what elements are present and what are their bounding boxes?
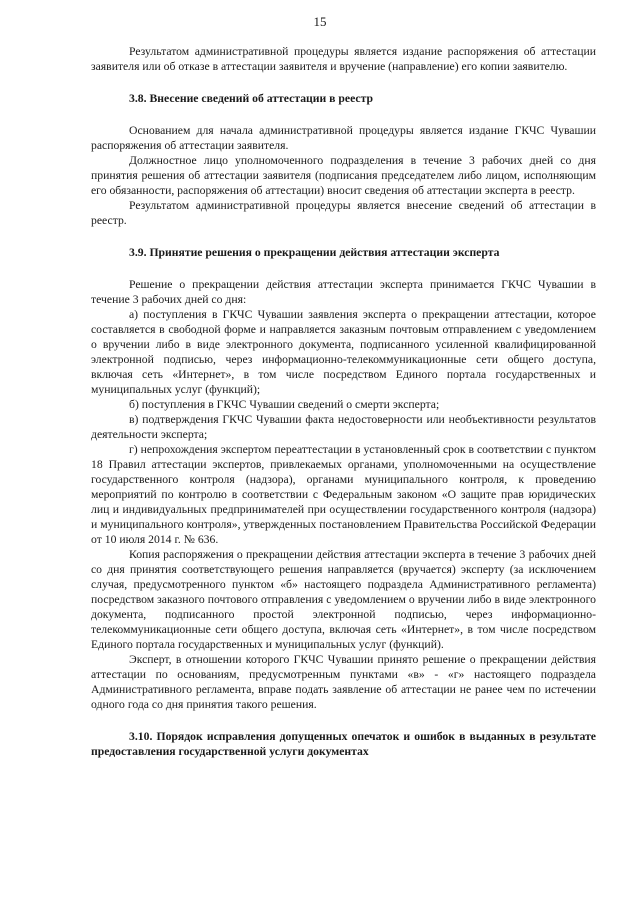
paragraph: Эксперт, в отношении которого ГКЧС Чувашии принято решение о прекращении действия аттестации по основаниям, предусмотренным пунктами «в» - «г» настоящего подраздела Административного регламента, вправе подать заявление об аттестации не ранее чем по истечении одного года со дня принятия такого решения. (91, 653, 596, 711)
paragraph: Результатом административной процедуры является издание распоряжения об аттестации заявителя или об отказе в аттестации заявителя и вручение (направление) его копии заявителю. (91, 45, 596, 73)
document-body (91, 44, 596, 759)
paragraph: Результатом административной процедуры является внесение сведений об аттестации в реестр. (91, 199, 596, 227)
paragraph: Копия распоряжения о прекращении действия аттестации эксперта в течение 3 рабочих дней со дня принятия соответствующего решения направляется (вручается) эксперту (за исключением случая, предусмотренного пунктом «б» настоящего подраздела Административного регламента) посредством заказного почтового отправления с уведомлением о вручении либо в виде электронного документа, подписанного простой электронной подписью, через информационно-телекоммуникационные сети общего доступа, включая сеть «Интернет», в том числе посредством Единого портала государственных и муниципальных услуг (функций). (91, 548, 596, 651)
section-heading-3-10: 3.10. Порядок исправления допущенных опечаток и ошибок в выданных в результате предоставления государственной услуги документах (91, 730, 596, 758)
list-item-v: в) подтверждения ГКЧС Чувашии факта недостоверности или необъективности результатов деятельности эксперта; (91, 413, 596, 441)
section-heading-3-8: 3.8. Внесение сведений об аттестации в реестр (129, 92, 373, 105)
section-heading-3-9: 3.9. Принятие решения о прекращении действия аттестации эксперта (129, 246, 500, 259)
list-item-b: б) поступления в ГКЧС Чувашии сведений о смерти эксперта; (129, 398, 440, 411)
paragraph: Основанием для начала административной процедуры является издание ГКЧС Чувашии распоряжения об аттестации заявителя. (91, 124, 596, 152)
paragraph: Должностное лицо уполномоченного подразделения в течение 3 рабочих дней со дня принятия решения об аттестации заявителя (подписания председателем либо лицом, исполняющим его обязанности, распоряжения об аттестации) вносит сведения об аттестации эксперта в реестр. (91, 154, 596, 197)
paragraph: Решение о прекращении действия аттестации эксперта принимается ГКЧС Чувашии в течение 3 рабочих дней со дня: (91, 278, 596, 306)
list-item-a: а) поступления в ГКЧС Чувашии заявления эксперта о прекращении аттестации, которое составляется в свободной форме и направляется заказным почтовым отправлением с уведомлением о вручении либо в виде электронного документа, подписанного усиленной квалифицированной электронной подписью, через информационно-телекоммуникационные сети общего доступа, включая сеть «Интернет», в том числе посредством Единого портала государственных и муниципальных услуг (функций); (91, 308, 596, 396)
page-number: 15 (313, 14, 327, 29)
list-item-g: г) непрохождения экспертом переаттестации в установленный срок в соответствии с пунктом 18 Правил аттестации экспертов, привлекаемых органами, уполномоченными на осуществление государственного контроля (надзора), органами муниципального контроля, к проведению мероприятий по контролю в соответствии с Федеральным законом «О защите прав юридических лиц и индивидуальных предпринимателей при осуществлении государственного контроля (надзора) и муниципального контроля», утвержденных постановлением Правительства Российской Федерации от 10 июля 2014 г. № 636. (91, 443, 596, 546)
